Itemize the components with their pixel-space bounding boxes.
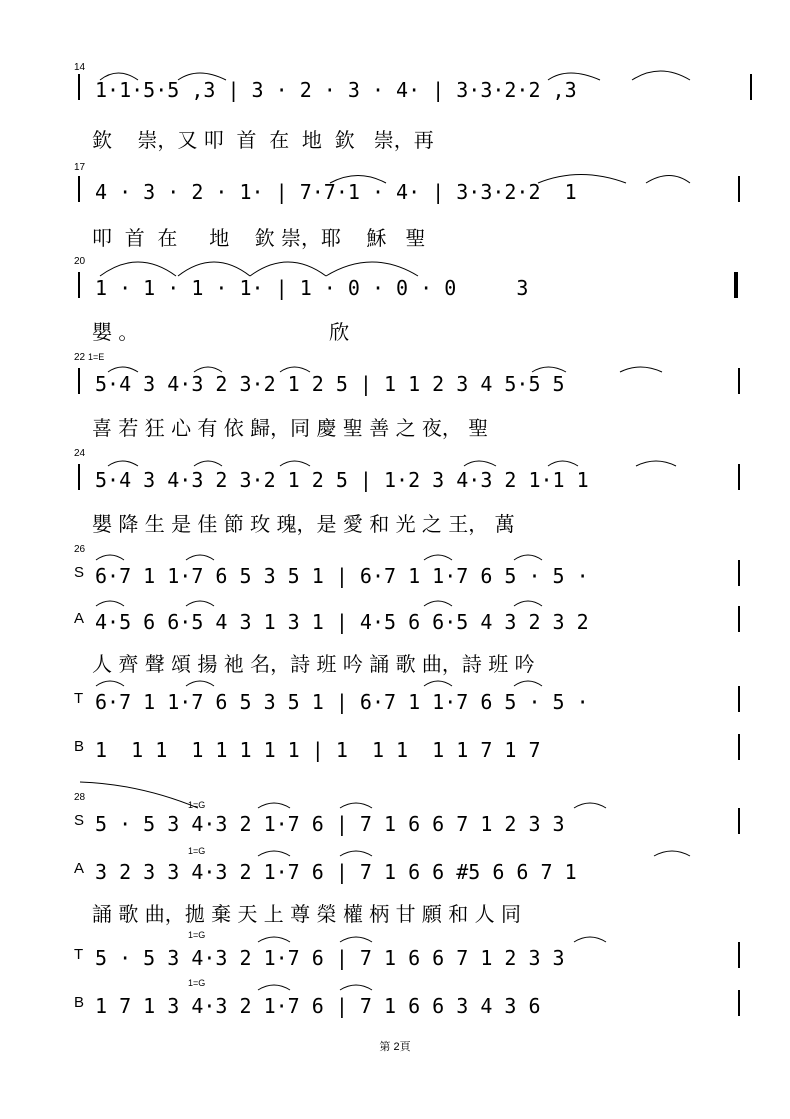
note-line: 5·4 3 4·3 2 3·2 1 2 5 | 1 1 2 3 4 5·5 5 xyxy=(95,372,565,396)
measure-number: 17 xyxy=(74,162,86,173)
note-line: 4·5 6 6·5 4 3 1 3 1 | 4·5 6 6·5 4 3 2 3 2 xyxy=(95,610,589,634)
note-line: 5 · 5 3 4·3 2 1·7 6 | 7 1 6 6 7 1 2 3 3 xyxy=(95,812,565,836)
measure-number: 28 xyxy=(74,792,86,803)
barline xyxy=(738,942,740,968)
slur xyxy=(96,555,124,560)
barline xyxy=(738,734,740,760)
barline xyxy=(78,368,80,394)
slur xyxy=(548,461,578,466)
part-label: B xyxy=(74,994,85,1011)
slur xyxy=(186,681,214,686)
slur xyxy=(654,851,690,856)
slur xyxy=(340,803,372,808)
key-signature: 1=E xyxy=(88,352,105,362)
slur xyxy=(326,262,418,276)
key-signature: 1=G xyxy=(188,978,206,988)
barline xyxy=(78,272,80,298)
barline xyxy=(738,464,740,490)
part-label: S xyxy=(74,564,85,581)
slur xyxy=(108,461,138,466)
slur xyxy=(340,985,372,990)
lyric-line: 誦 歌 曲，拋 棄 天 上 尊 榮 權 柄 甘 願 和 人 同 xyxy=(92,902,522,926)
slur xyxy=(250,262,326,276)
slur xyxy=(80,782,198,808)
key-signature: 1=G xyxy=(188,800,206,810)
slur xyxy=(178,262,250,276)
lyric-line: 人 齊 聲 頌 揚 祂 名，詩 班 吟 誦 歌 曲，詩 班 吟 xyxy=(92,652,535,676)
slur xyxy=(464,461,496,466)
lyric-line: 嬰 降 生 是 佳 節 玫 瑰，是 愛 和 光 之 王， 萬 xyxy=(92,512,515,536)
slur xyxy=(194,461,222,466)
barline xyxy=(78,74,80,100)
slur xyxy=(258,985,290,990)
part-label: T xyxy=(74,946,84,963)
measure-number: 24 xyxy=(74,448,86,459)
barline xyxy=(78,464,80,490)
slur xyxy=(574,803,606,808)
slur xyxy=(636,461,676,466)
barline xyxy=(738,560,740,586)
slur xyxy=(424,555,452,560)
slur xyxy=(424,601,452,606)
part-label: S xyxy=(74,812,85,829)
note-line: 1·1·5·5 ,3 | 3 · 2 · 3 · 4· | 3·3·2·2 ,3 xyxy=(95,78,577,102)
lyric-line: 嬰 。 欣 xyxy=(92,320,350,344)
key-signature: 1=G xyxy=(188,930,206,940)
measure-number: 22 xyxy=(74,352,86,363)
barline xyxy=(738,606,740,632)
note-line: 3 2 3 3 4·3 2 1·7 6 | 7 1 6 6 #5 6 6 7 1 xyxy=(95,860,577,884)
barline xyxy=(738,176,740,202)
slur xyxy=(514,601,542,606)
part-label: B xyxy=(74,738,85,755)
barline xyxy=(738,368,740,394)
slur xyxy=(340,851,372,856)
slur xyxy=(258,937,290,942)
measure-number: 20 xyxy=(74,256,86,267)
part-label: A xyxy=(74,610,85,627)
slur xyxy=(258,803,290,808)
measure-number: 14 xyxy=(74,62,86,73)
double-barline xyxy=(734,272,738,298)
barline xyxy=(78,176,80,202)
slur xyxy=(96,601,124,606)
note-line: 1 1 1 1 1 1 1 1 | 1 1 1 1 1 7 1 7 xyxy=(95,738,541,762)
barline xyxy=(738,808,740,834)
slur xyxy=(514,555,542,560)
slur xyxy=(186,601,214,606)
note-line: 5 · 5 3 4·3 2 1·7 6 | 7 1 6 6 7 1 2 3 3 xyxy=(95,946,565,970)
measure-number: 26 xyxy=(74,544,86,555)
note-line: 1 7 1 3 4·3 2 1·7 6 | 7 1 6 6 3 4 3 6 xyxy=(95,994,541,1018)
page-number: 第 2頁 xyxy=(379,1041,411,1053)
part-label: A xyxy=(74,860,85,877)
note-line: 5·4 3 4·3 2 3·2 1 2 5 | 1·2 3 4·3 2 1·1 1 xyxy=(95,468,589,492)
note-line: 6·7 1 1·7 6 5 3 5 1 | 6·7 1 1·7 6 5 · 5 · xyxy=(95,564,589,588)
part-label: T xyxy=(74,690,84,707)
lyric-line: 叩 首 在 地 欽 崇，耶 穌 聖 xyxy=(92,226,426,250)
slur xyxy=(258,851,290,856)
barline xyxy=(738,686,740,712)
note-line: 6·7 1 1·7 6 5 3 5 1 | 6·7 1 1·7 6 5 · 5 · xyxy=(95,690,589,714)
slur xyxy=(574,937,606,942)
barline xyxy=(738,990,740,1016)
slur xyxy=(280,461,310,466)
slur xyxy=(100,262,176,276)
lyric-line: 欽 崇，又 叩 首 在 地 欽 崇，再 xyxy=(92,128,434,152)
barline xyxy=(750,74,752,100)
slur xyxy=(96,681,124,686)
key-signature: 1=G xyxy=(188,846,206,856)
note-line: 4 · 3 · 2 · 1· | 7·7·1 · 4· | 3·3·2·2 1 xyxy=(95,180,577,204)
lyric-line: 喜 若 狂 心 有 依 歸，同 慶 聖 善 之 夜， 聖 xyxy=(92,416,489,440)
slur xyxy=(424,681,452,686)
note-line: 1 · 1 · 1 · 1· | 1 · 0 · 0 · 0 3 xyxy=(95,276,529,300)
slur xyxy=(340,937,372,942)
slur xyxy=(186,555,214,560)
slur xyxy=(514,681,542,686)
